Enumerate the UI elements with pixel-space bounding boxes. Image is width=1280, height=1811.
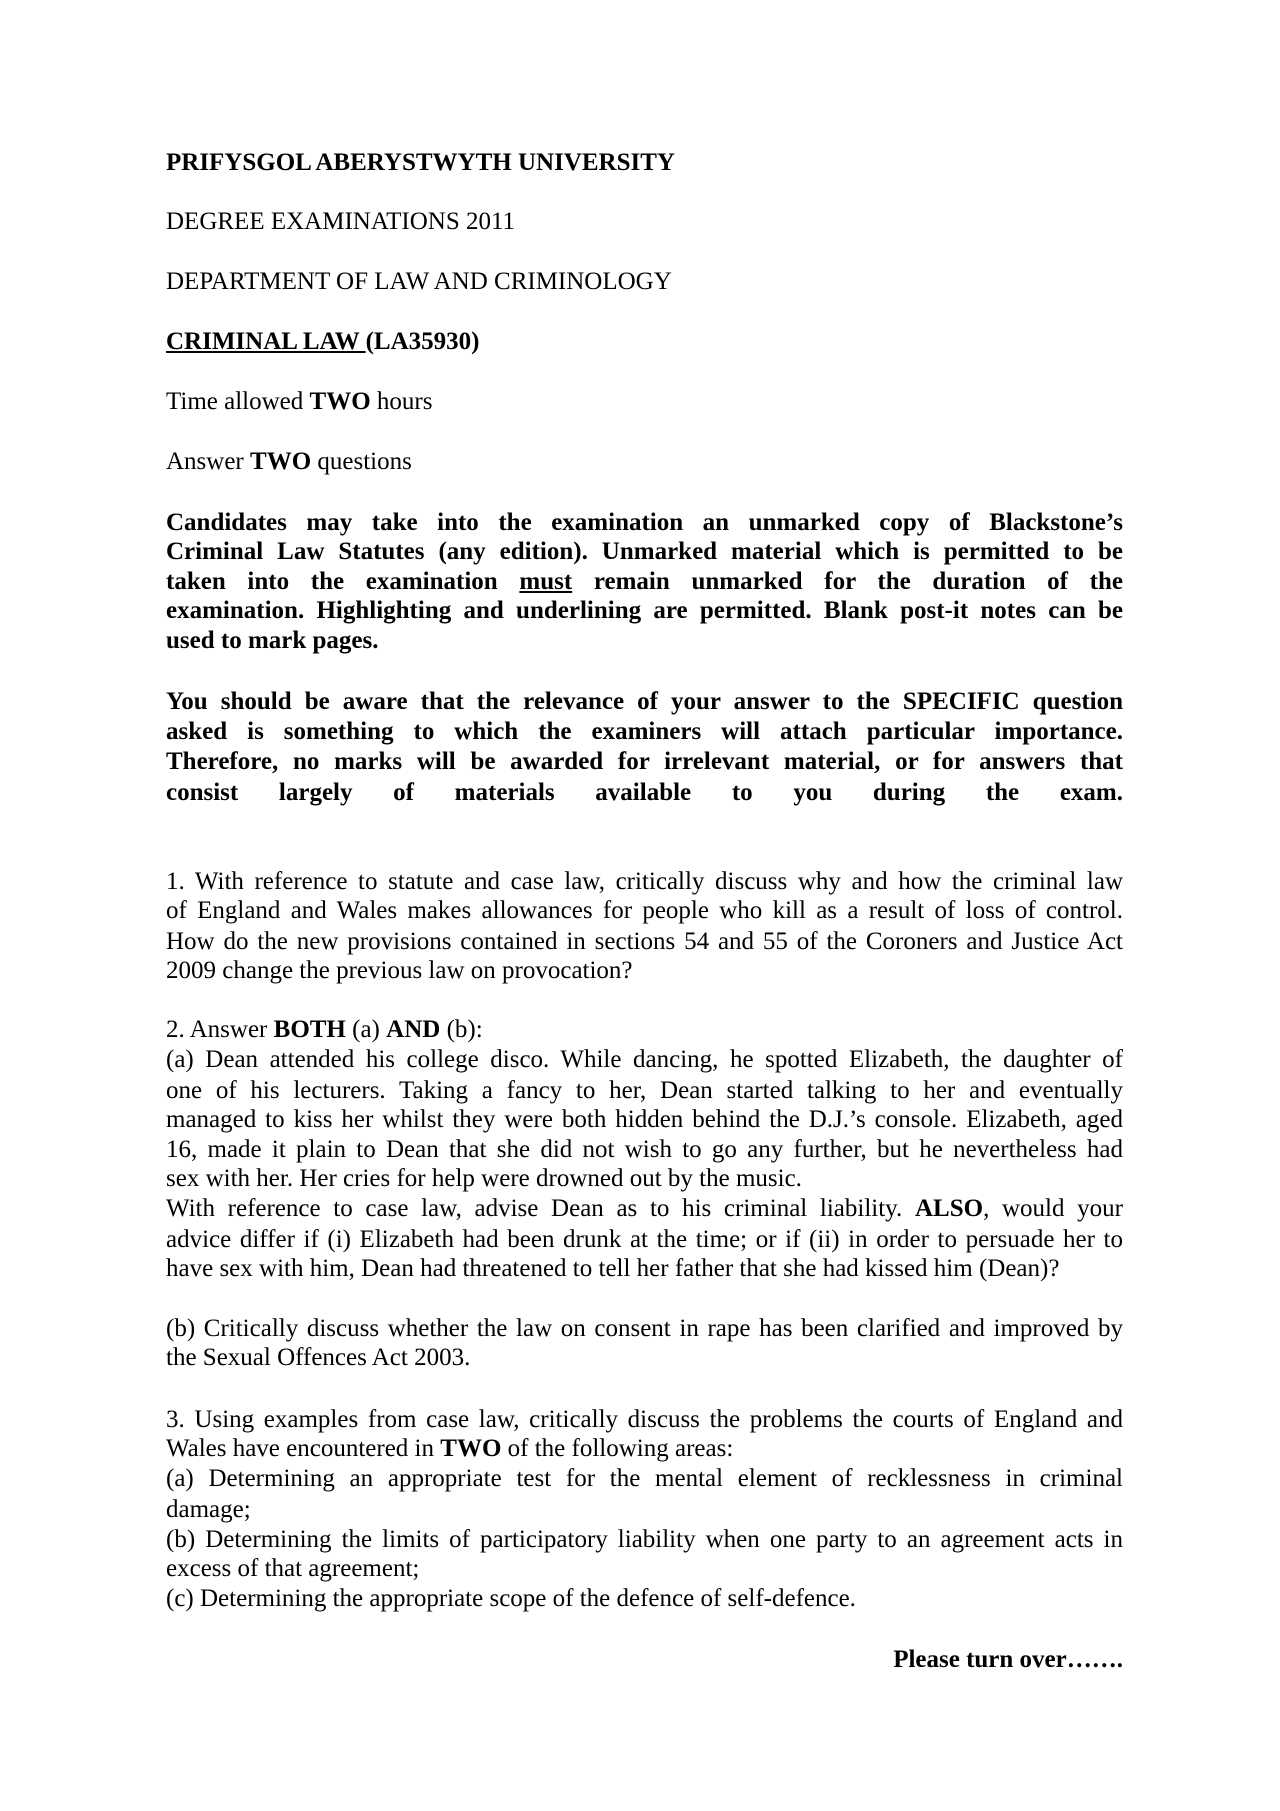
text-segment: Wales have encountered in — [166, 1435, 441, 1462]
text-line — [166, 1495, 1123, 1525]
text-segment: Candidates may take into the examination an unmarked copy of Blackstone’s — [166, 509, 1123, 536]
text-line — [166, 1525, 1123, 1555]
text-segment: 2. Answer — [166, 1016, 274, 1043]
text-segment: Answer — [166, 448, 251, 475]
text-segment: , would your — [983, 1195, 1124, 1222]
text-line — [166, 1343, 1123, 1373]
text-segment: 16, made it plain to Dean that she did not wish to go any further, but he nevertheless had — [166, 1136, 1123, 1163]
text-line — [166, 1254, 1123, 1284]
text-segment: remain unmarked for the duration of the — [572, 568, 1123, 595]
text-line — [166, 267, 1123, 297]
text-segment: DEGREE EXAMINATIONS 2011 — [166, 208, 516, 235]
text-line — [166, 896, 1123, 926]
text-line — [166, 626, 1123, 656]
text-line — [166, 1405, 1123, 1435]
text-segment: used to mark pages. — [166, 627, 379, 654]
text-segment: of the following areas: — [501, 1435, 734, 1462]
please-turn-over: Please turn over……. — [893, 1646, 1123, 1673]
text-line — [166, 1584, 1123, 1614]
text-segment: ALSO — [914, 1195, 984, 1222]
text-segment: 2009 change the previous law on provocation? — [166, 957, 633, 984]
text-line — [166, 778, 1123, 808]
text-segment: (b): — [440, 1016, 483, 1043]
text-segment: sex with her. Her cries for help were drowned out by the music. — [166, 1165, 802, 1192]
text-segment: TWO — [250, 448, 312, 475]
text-line — [166, 207, 1123, 237]
text-line — [166, 1554, 1123, 1584]
text-segment: Criminal Law Statutes (any edition). Unmarked material which is permitted to be — [166, 538, 1123, 565]
text-line — [166, 747, 1123, 777]
text-line — [166, 1194, 1123, 1224]
text-segment: excess of that agreement; — [166, 1555, 420, 1582]
text-line — [166, 1105, 1123, 1135]
text-line — [166, 1015, 1123, 1045]
text-segment: advice differ if (i) Elizabeth had been drunk at the time; or if (ii) in order to persuade her to — [166, 1226, 1123, 1253]
text-line — [166, 1464, 1123, 1494]
text-segment: TWO — [440, 1435, 502, 1462]
text-segment: damage; — [166, 1496, 251, 1523]
text-segment: consist largely of materials available to you during the exam. — [166, 779, 1123, 806]
text-line — [166, 148, 1123, 178]
text-segment: DEPARTMENT OF LAW AND CRIMINOLOGY — [166, 268, 672, 295]
text-line — [166, 537, 1123, 567]
text-line — [166, 567, 1123, 597]
text-segment: Time allowed — [166, 388, 310, 415]
text-segment: managed to kiss her whilst they were both hidden behind the D.J.’s console. Elizabeth, aged — [166, 1106, 1123, 1133]
text-line — [166, 927, 1123, 957]
text-line — [166, 387, 1123, 417]
text-segment: hours — [370, 388, 433, 415]
text-segment: 1. With reference to statute and case law, critically discuss why and how the criminal law — [166, 868, 1123, 895]
text-segment: You should be aware that the relevance of your answer to the SPECIFIC question — [166, 688, 1123, 715]
text-line — [166, 1434, 1123, 1464]
text-segment: questions — [311, 448, 412, 475]
text-segment: 3. Using examples from case law, critically discuss the problems the courts of England and — [166, 1406, 1123, 1433]
text-segment: (a) — [345, 1016, 387, 1043]
text-segment: taken into the examination — [166, 568, 520, 595]
text-segment: (a) Dean attended his college disco. While dancing, he spotted Elizabeth, the daughter of — [166, 1046, 1123, 1073]
text-segment: (LA35930) — [365, 328, 480, 355]
text-line — [166, 447, 1123, 477]
text-line — [166, 717, 1123, 747]
text-segment: examination. Highlighting and underlining are permitted. Blank post-it notes can be — [166, 597, 1123, 624]
text-segment: have sex with him, Dean had threatened to tell her father that she had kissed him (Dean)? — [166, 1255, 1060, 1282]
text-line — [166, 1314, 1123, 1344]
text-line — [166, 956, 1123, 986]
text-line — [166, 867, 1123, 897]
text-line — [166, 1164, 1123, 1194]
text-segment: Therefore, no marks will be awarded for irrelevant material, or for answers that — [166, 748, 1123, 775]
text-line — [166, 1225, 1123, 1255]
text-line — [166, 1076, 1123, 1106]
text-segment: asked is something to which the examiners will attach particular importance. — [166, 718, 1123, 745]
text-segment: must — [519, 568, 573, 595]
text-segment: PRIFYSGOL ABERYSTWYTH UNIVERSITY — [166, 149, 675, 176]
text-segment: BOTH — [273, 1016, 346, 1043]
text-line — [166, 508, 1123, 538]
text-segment: How do the new provisions contained in sections 54 and 55 of the Coroners and Justice Act — [166, 928, 1123, 955]
text-segment: of England and Wales makes allowances for people who kill as a result of loss of control. — [166, 897, 1123, 924]
text-line — [166, 1135, 1123, 1165]
text-segment: the Sexual Offences Act 2003. — [166, 1344, 471, 1371]
text-segment: With reference to case law, advise Dean as to his criminal liability. — [166, 1195, 915, 1222]
text-line — [166, 687, 1123, 717]
text-line — [166, 327, 1123, 357]
text-segment: (b) Critically discuss whether the law on consent in rape has been clarified and improved by — [166, 1315, 1123, 1342]
text-segment: one of his lecturers. Taking a fancy to her, Dean started talking to her and eventually — [166, 1077, 1123, 1104]
text-segment: AND — [386, 1016, 441, 1043]
text-line — [166, 1045, 1123, 1075]
text-segment: (a) Determining an appropriate test for the mental element of recklessness in criminal — [166, 1465, 1123, 1492]
text-line — [166, 596, 1123, 626]
text-segment: TWO — [309, 388, 371, 415]
text-segment: (b) Determining the limits of participatory liability when one party to an agreement acts in — [166, 1526, 1123, 1553]
text-segment: (c) Determining the appropriate scope of the defence of self-defence. — [166, 1585, 856, 1612]
text-segment: CRIMINAL LAW — [166, 328, 366, 355]
